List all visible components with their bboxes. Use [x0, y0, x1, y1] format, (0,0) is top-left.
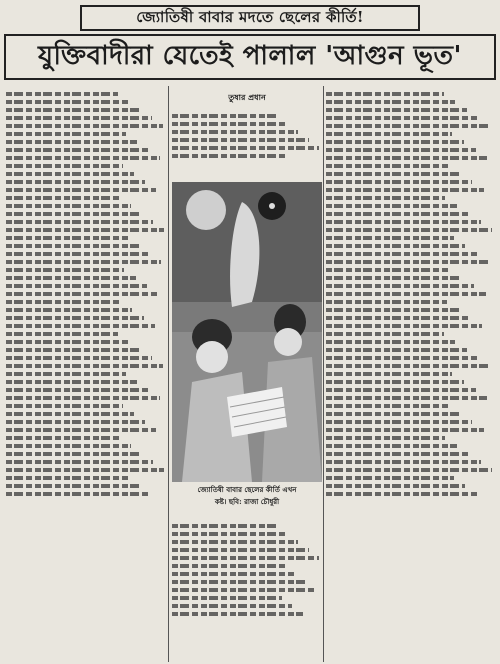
body-text-line: [326, 472, 494, 480]
body-text-line: [326, 384, 494, 392]
body-text-line: [326, 184, 494, 192]
body-text-line: [326, 216, 494, 224]
body-text-line: [172, 560, 322, 568]
column-rule: [323, 86, 324, 662]
body-text-line: [6, 368, 166, 376]
body-text-line: [326, 488, 494, 496]
body-column-right: [326, 88, 494, 660]
body-text-line: [6, 272, 166, 280]
body-text-line: [6, 288, 166, 296]
body-text-line: [326, 112, 494, 120]
body-text-line: [6, 448, 166, 456]
body-text-line: [326, 336, 494, 344]
headline: [4, 34, 496, 80]
body-text-line: [6, 104, 166, 112]
body-text-line: [326, 128, 494, 136]
body-text-line: [326, 448, 494, 456]
photo-caption-line: কষ্ট। ছবি: রাজা চৌধুরী: [214, 497, 280, 506]
body-text-line: [326, 176, 494, 184]
body-text-line: [6, 248, 166, 256]
body-text-line: [172, 568, 322, 576]
body-text-line: [6, 336, 166, 344]
body-text-line: [6, 392, 166, 400]
body-text-line: [6, 320, 166, 328]
body-text-line: [6, 136, 166, 144]
body-text-line: [326, 88, 494, 96]
body-text-line: [172, 536, 322, 544]
body-text-line: [6, 304, 166, 312]
body-text-line: [326, 160, 494, 168]
body-column-left: [6, 88, 166, 660]
column-rule: [168, 86, 169, 662]
body-text-line: [6, 400, 166, 408]
body-text-line: [6, 280, 166, 288]
body-text-line: [6, 344, 166, 352]
body-text-line: [6, 312, 166, 320]
body-text-line: [6, 264, 166, 272]
article-photo: [172, 182, 322, 482]
body-text-line: [326, 408, 494, 416]
body-text-line: [326, 352, 494, 360]
body-text-line: [326, 96, 494, 104]
body-text-line: [6, 472, 166, 480]
body-text-line: [326, 464, 494, 472]
body-text-line: [6, 480, 166, 488]
body-text-line: [6, 464, 166, 472]
body-text-line: [326, 392, 494, 400]
body-text-line: [326, 136, 494, 144]
body-text-line: [6, 440, 166, 448]
body-text-line: [6, 88, 166, 96]
body-text-line: [6, 424, 166, 432]
body-text-line: [326, 288, 494, 296]
body-text-line: [326, 232, 494, 240]
body-text-line: [326, 456, 494, 464]
body-text-line: [326, 296, 494, 304]
body-text-line: [6, 232, 166, 240]
body-text-line: [172, 544, 322, 552]
body-text-line: [6, 408, 166, 416]
body-text-line: [172, 142, 322, 150]
body-text-line: [172, 592, 322, 600]
body-text-line: [326, 240, 494, 248]
body-text-line: [6, 184, 166, 192]
body-text-line: [172, 150, 322, 158]
body-text-line: [326, 344, 494, 352]
body-text-line: [326, 376, 494, 384]
body-text-line: [326, 256, 494, 264]
photo-caption-line: জ্যোতিষী বাবার ছেলের কীর্তি এখন: [197, 485, 297, 494]
body-text-line: [6, 456, 166, 464]
body-text-line: [172, 110, 322, 118]
body-text-line: [326, 248, 494, 256]
body-text-line: [6, 96, 166, 104]
body-text-line: [6, 384, 166, 392]
body-text-line: [6, 488, 166, 496]
body-text-line: [326, 280, 494, 288]
body-text-line: [6, 256, 166, 264]
body-text-line: [172, 118, 322, 126]
body-text-line: [6, 112, 166, 120]
body-text-line: [172, 608, 322, 616]
body-text-line: [6, 208, 166, 216]
body-text-line: [326, 104, 494, 112]
kicker-box: [80, 5, 420, 31]
body-text-line: [172, 600, 322, 608]
body-text-line: [326, 304, 494, 312]
body-text-line: [6, 152, 166, 160]
body-text-line: [326, 168, 494, 176]
body-text-line: [326, 320, 494, 328]
body-text-line: [172, 126, 322, 134]
body-text-line: [6, 120, 166, 128]
body-text-line: [326, 480, 494, 488]
body-column-middle-bottom: [172, 520, 322, 660]
body-text-line: [172, 528, 322, 536]
body-text-line: [6, 352, 166, 360]
body-text-line: [6, 432, 166, 440]
body-text-line: [172, 576, 322, 584]
body-text-line: [172, 520, 322, 528]
body-text-line: [326, 368, 494, 376]
body-text-line: [6, 376, 166, 384]
body-text-line: [6, 176, 166, 184]
body-text-line: [326, 424, 494, 432]
body-text-line: [6, 224, 166, 232]
photo-image: [172, 182, 322, 482]
body-text-line: [6, 240, 166, 248]
body-text-line: [6, 296, 166, 304]
body-text-line: [326, 416, 494, 424]
body-text-line: [326, 272, 494, 280]
body-text-line: [326, 264, 494, 272]
body-text-line: [326, 208, 494, 216]
body-text-line: [326, 200, 494, 208]
body-text-line: [6, 216, 166, 224]
headline-text: যুক্তিবাদীরা যেতেই পালাল 'আগুন ভূত': [37, 41, 463, 71]
body-text-line: [6, 200, 166, 208]
body-text-line: [326, 152, 494, 160]
body-text-line: [326, 360, 494, 368]
body-text-line: [326, 440, 494, 448]
body-text-line: [172, 552, 322, 560]
body-text-line: [6, 160, 166, 168]
body-text-line: [326, 312, 494, 320]
body-text-line: [6, 328, 166, 336]
kicker-text: জ্যোতিষী বাবার মদতে ছেলের কীর্তি!: [136, 7, 364, 26]
body-text-line: [326, 400, 494, 408]
body-text-line: [326, 120, 494, 128]
body-text-line: [326, 328, 494, 336]
byline: তুষার প্রধান: [228, 92, 266, 102]
body-text-line: [6, 416, 166, 424]
body-text-line: [326, 144, 494, 152]
body-text-line: [6, 128, 166, 136]
body-text-line: [172, 584, 322, 592]
body-text-line: [6, 168, 166, 176]
body-text-line: [326, 192, 494, 200]
body-text-line: [6, 144, 166, 152]
body-text-line: [172, 134, 322, 142]
body-text-line: [326, 432, 494, 440]
body-text-line: [6, 192, 166, 200]
body-text-line: [326, 224, 494, 232]
photo-caption: [172, 484, 322, 514]
body-column-middle-top: [172, 110, 322, 178]
body-text-line: [6, 360, 166, 368]
